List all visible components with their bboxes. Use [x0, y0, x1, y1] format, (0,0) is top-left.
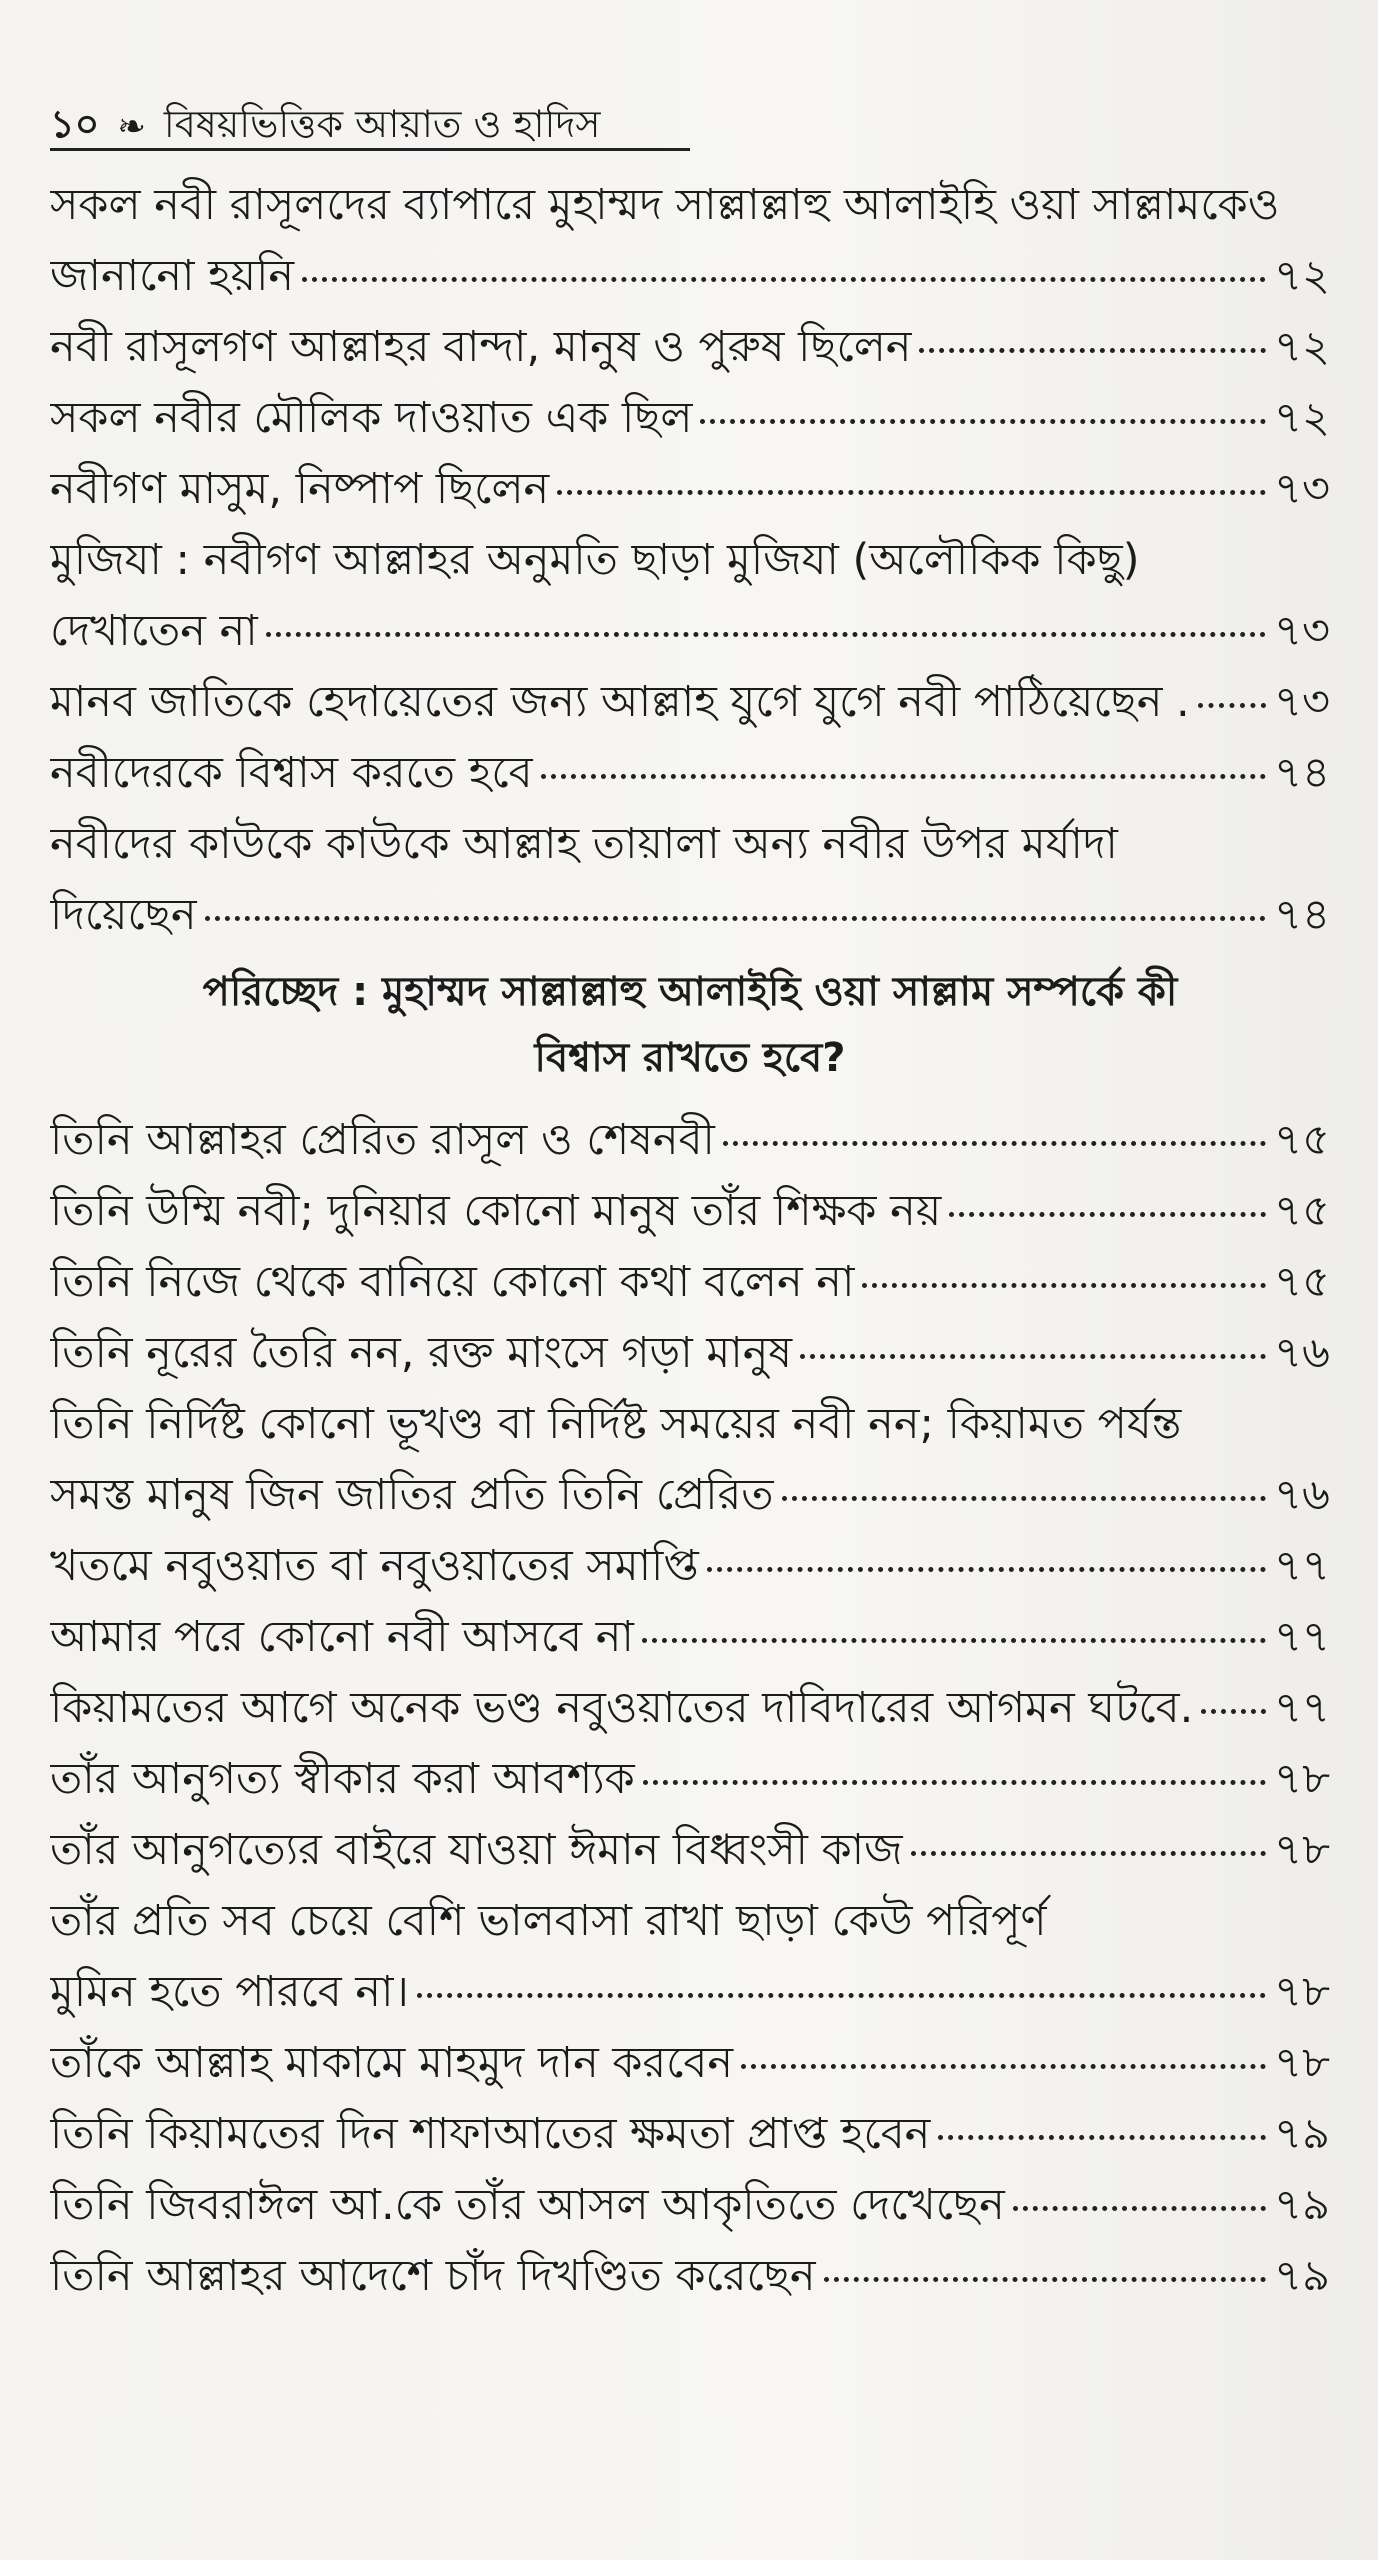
toc-page-number: ৭৭: [1274, 1541, 1330, 1591]
toc-entry-line: [50, 383, 1330, 454]
toc-entry-text: তিনি নিজে থেকে বানিয়ে কোনো কথা বলেন না: [50, 1257, 855, 1307]
dot-leader: [417, 1993, 1266, 1998]
toc-entry-text: সমস্ত মানুষ জিন জাতির প্রতি তিনি প্রেরিত: [50, 1470, 774, 1520]
toc-entry-line: [50, 1602, 1330, 1673]
toc-entry-text: তিনি নির্দিষ্ট কোনো ভূখণ্ড বা নির্দিষ্ট সময়ের নবী নন; কিয়ামত পর্যন্ত: [50, 1399, 1182, 1449]
toc-entry-line: [50, 880, 1330, 951]
toc-entry-line: [50, 1744, 1330, 1815]
dot-leader: [911, 1851, 1267, 1856]
toc-page-number: ৭৮: [1274, 1754, 1330, 1804]
toc-entry-line: [50, 1957, 1330, 2028]
dot-leader: [541, 774, 1267, 779]
toc-page-number: ৭৫: [1274, 1186, 1330, 1236]
toc-entry-text: নবীগণ মাসুম, নিষ্পাপ ছিলেন: [50, 464, 550, 514]
toc-entry-line: [50, 241, 1330, 312]
toc-page-number: ৭২: [1274, 251, 1330, 301]
toc-entry-text: সকল নবী রাসূলদের ব্যাপারে মুহাম্মদ সাল্লাল্লাহু আলাইহি ওয়া সাল্লামকেও: [50, 180, 1280, 230]
dot-leader: [707, 1567, 1266, 1572]
toc-entry: [50, 2099, 1330, 2170]
toc-entry-text: তিনি আল্লাহর প্রেরিত রাসূল ও শেষনবী: [50, 1115, 715, 1165]
header-rule: [50, 148, 690, 151]
toc-entry: [50, 383, 1330, 454]
dot-leader: [302, 277, 1266, 282]
section-heading-line-1: পরিচ্ছেদ : মুহাম্মদ সাল্লাল্লাহু আলাইহি ওয়া সাল্লাম সম্পর্কে কী: [202, 969, 1178, 1015]
toc-entry-text: আমার পরে কোনো নবী আসবে না: [50, 1612, 634, 1662]
toc-entry: [50, 1318, 1330, 1389]
toc-entry: [50, 1673, 1330, 1744]
toc-entry-text: দিয়েছেন: [50, 890, 197, 940]
toc-entry-line: [50, 312, 1330, 383]
toc-entry: [50, 1744, 1330, 1815]
section-heading-line-2: বিশ্বাস রাখতে হবে?: [534, 1035, 846, 1081]
toc-entry-text: তিনি কিয়ামতের দিন শাফাআতের ক্ষমতা প্রাপ্ত হবেন: [50, 2109, 931, 2159]
dot-leader: [741, 2064, 1266, 2069]
dot-leader: [862, 1283, 1266, 1288]
toc-page-number: ৭৭: [1274, 1612, 1330, 1662]
toc-page-number: ৭৩: [1274, 677, 1330, 727]
dot-leader: [642, 1638, 1266, 1643]
toc-entry-line: [50, 738, 1330, 809]
toc-page-number: ৭২: [1274, 322, 1330, 372]
toc-page-number: ৭৬: [1274, 1470, 1330, 1520]
dot-leader: [824, 2277, 1267, 2282]
toc-entry-text: নবী রাসূলগণ আল্লাহর বান্দা, মানুষ ও পুরুষ ছিলেন: [50, 322, 912, 372]
toc-entry: [50, 2028, 1330, 2099]
toc-page-number: ৭৫: [1274, 1257, 1330, 1307]
toc-page-number: ৭৯: [1274, 2109, 1330, 2159]
toc-entry: [50, 1815, 1330, 1886]
toc-entry-text: দেখাতেন না: [50, 606, 258, 656]
dot-leader: [919, 348, 1266, 353]
toc-page-number: ৭৩: [1274, 464, 1330, 514]
dot-leader: [1201, 1709, 1266, 1714]
toc-entry: [50, 667, 1330, 738]
toc-entry-line: [50, 1389, 1330, 1460]
toc-entry-text: কিয়ামতের আগে অনেক ভণ্ড নবুওয়াতের দাবিদারের আগমন ঘটবে.: [50, 1683, 1194, 1733]
dot-leader: [1013, 2206, 1266, 2211]
toc-entry-line: [50, 1673, 1330, 1744]
toc-entry: [50, 1247, 1330, 1318]
toc-entry-line: [50, 525, 1330, 596]
toc-entry-line: [50, 2028, 1330, 2099]
toc-entry: [50, 1602, 1330, 1673]
toc-entry-line: [50, 809, 1330, 880]
section-heading: [50, 951, 1330, 1105]
dot-leader: [949, 1212, 1266, 1217]
toc-page-number: ৭৫: [1274, 1115, 1330, 1165]
toc-page-number: ৭২: [1274, 393, 1330, 443]
toc-entry-text: মুজিযা : নবীগণ আল্লাহর অনুমতি ছাড়া মুজিযা (অলৌকিক কিছু): [50, 535, 1140, 585]
toc-entry-line: [50, 1176, 1330, 1247]
toc-entry-text: তাঁর প্রতি সব চেয়ে বেশি ভালবাসা রাখা ছাড়া কেউ পরিপূর্ণ: [50, 1896, 1047, 1946]
dot-leader: [723, 1141, 1266, 1146]
toc-entry-text: তাঁকে আল্লাহ মাকামে মাহমুদ দান করবেন: [50, 2038, 734, 2088]
toc-page-number: ৭৪: [1274, 890, 1330, 940]
ornament-icon: ❧: [117, 107, 146, 147]
table-of-contents: [50, 170, 1330, 2312]
toc-entry-line: [50, 1531, 1330, 1602]
toc-entry-line: [50, 2241, 1330, 2312]
toc-page-number: ৭৬: [1274, 1328, 1330, 1378]
dot-leader: [266, 632, 1266, 637]
toc-entry-line: [50, 667, 1330, 738]
toc-page-number: ৭৮: [1274, 2038, 1330, 2088]
toc-page-number: ৭৮: [1274, 1825, 1330, 1875]
toc-entry-text: জানানো হয়নি: [50, 251, 295, 301]
dot-leader: [782, 1496, 1267, 1501]
toc-entry-text: খতমে নবুওয়াত বা নবুওয়াতের সমাপ্তি: [50, 1541, 699, 1591]
toc-entry-line: [50, 454, 1330, 525]
toc-entry-line: [50, 2099, 1330, 2170]
toc-entry-line: [50, 1886, 1330, 1957]
toc-entry: [50, 2170, 1330, 2241]
dot-leader: [938, 2135, 1266, 2140]
toc-entry-text: মানব জাতিকে হেদায়েতের জন্য আল্লাহ যুগে যুগে নবী পাঠিয়েছেন .: [50, 677, 1190, 727]
toc-entry: [50, 454, 1330, 525]
toc-entry-line: [50, 1247, 1330, 1318]
toc-entry: [50, 1176, 1330, 1247]
toc-entry-line: [50, 1318, 1330, 1389]
toc-entry-line: [50, 1460, 1330, 1531]
book-title: বিষয়ভিত্তিক আয়াত ও হাদিস: [163, 102, 601, 146]
dot-leader: [800, 1354, 1266, 1359]
toc-entry-line: [50, 1815, 1330, 1886]
toc-entry-text: তাঁর আনুগত্য স্বীকার করা আবশ্যক: [50, 1754, 635, 1804]
toc-entry-text: তাঁর আনুগত্যের বাইরে যাওয়া ঈমান বিধ্বংসী কাজ: [50, 1825, 903, 1875]
page-number: ১০: [50, 102, 100, 146]
dot-leader: [205, 916, 1267, 921]
toc-entry-line: [50, 1105, 1330, 1176]
toc-page-number: ৭৮: [1274, 1967, 1330, 2017]
toc-group-a: [50, 170, 1330, 951]
toc-entry: [50, 738, 1330, 809]
toc-entry: [50, 170, 1330, 312]
toc-entry-text: তিনি নূরের তৈরি নন, রক্ত মাংসে গড়া মানুষ: [50, 1328, 793, 1378]
dot-leader: [700, 419, 1266, 424]
toc-entry: [50, 525, 1330, 667]
toc-entry-text: তিনি আল্লাহর আদেশে চাঁদ দিখণ্ডিত করেছেন: [50, 2251, 816, 2301]
toc-entry-line: [50, 596, 1330, 667]
toc-entry-text: নবীদেরকে বিশ্বাস করতে হবে: [50, 748, 533, 798]
toc-entry: [50, 809, 1330, 951]
toc-entry: [50, 1531, 1330, 1602]
toc-page-number: ৭৭: [1274, 1683, 1330, 1733]
toc-entry: [50, 312, 1330, 383]
toc-entry-text: নবীদের কাউকে কাউকে আল্লাহ তায়ালা অন্য নবীর উপর মর্যাদা: [50, 819, 1118, 869]
toc-entry-text: তিনি জিবরাঈল আ.কে তাঁর আসল আকৃতিতে দেখেছেন: [50, 2180, 1005, 2230]
toc-entry-line: [50, 170, 1330, 241]
toc-page-number: ৭৯: [1274, 2180, 1330, 2230]
dot-leader: [643, 1780, 1266, 1785]
dot-leader: [1198, 703, 1266, 708]
toc-entry-line: [50, 2170, 1330, 2241]
toc-page-number: ৭৯: [1274, 2251, 1330, 2301]
toc-entry: [50, 1886, 1330, 2028]
toc-entry-text: সকল নবীর মৌলিক দাওয়াত এক ছিল: [50, 393, 693, 443]
toc-page-number: ৭৪: [1274, 748, 1330, 798]
toc-entry-text: তিনি উম্মি নবী; দুনিয়ার কোনো মানুষ তাঁর শিক্ষক নয়: [50, 1186, 942, 1236]
toc-entry: [50, 1389, 1330, 1531]
dot-leader: [557, 490, 1266, 495]
toc-group-b: [50, 1105, 1330, 2312]
toc-page-number: ৭৩: [1274, 606, 1330, 656]
toc-entry: [50, 1105, 1330, 1176]
toc-entry-text: মুমিন হতে পারবে না।: [50, 1967, 409, 2017]
toc-entry: [50, 2241, 1330, 2312]
